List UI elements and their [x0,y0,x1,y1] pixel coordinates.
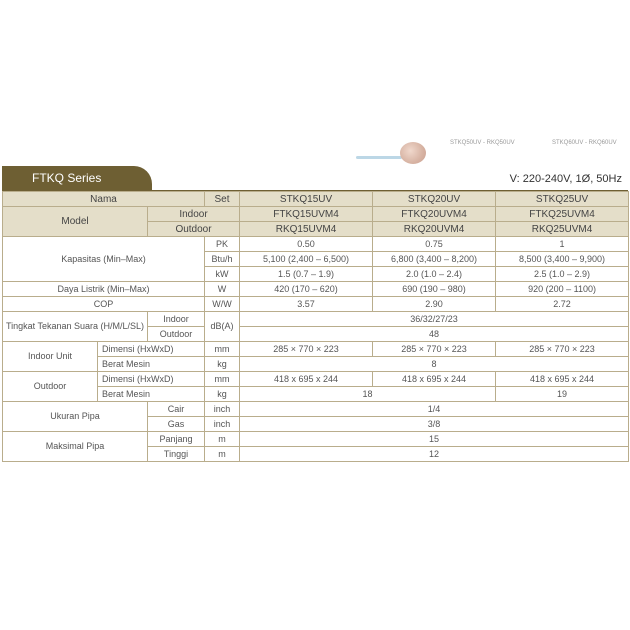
unit-m: m [205,447,240,462]
model-header: Model [3,207,148,237]
cell: 12 [240,447,629,462]
fragment-text-1: STKQ50UV - RKQ50UV [450,140,515,146]
cell: 8 [240,357,629,372]
indoor-header: Indoor [148,207,240,222]
unit-w: W [205,282,240,297]
cell: 0.75 [373,237,496,252]
suara-label: Tingkat Tekanan Suara (H/M/L/SL) [3,312,148,342]
indoor-value-2: FTKQ20UVM4 [373,207,496,222]
unit-mm: mm [205,372,240,387]
unit-pk: PK [205,237,240,252]
table-row [3,207,629,222]
table-row [3,192,629,207]
cell: 2.90 [373,297,496,312]
cell: 1/4 [240,402,629,417]
cell: 418 x 695 x 244 [240,372,373,387]
cell: 1 [496,237,629,252]
cell: 418 x 695 x 244 [496,372,629,387]
cell: 285 × 770 × 223 [496,342,629,357]
indoor-berat-label: Berat Mesin [98,357,205,372]
cell: 18 [240,387,496,402]
voltage-label: V: 220-240V, 1Ø, 50Hz [509,173,622,185]
cell: 285 × 770 × 223 [373,342,496,357]
cell: 1.5 (0.7 – 1.9) [240,267,373,282]
unit-btu: Btu/h [205,252,240,267]
set-value-1: STKQ15UV [240,192,373,207]
table-row [3,237,629,252]
cell: 3.57 [240,297,373,312]
table-row [3,312,629,327]
set-value-2: STKQ20UV [373,192,496,207]
fragment-image [400,142,426,164]
unit-kg: kg [205,357,240,372]
unit-kg: kg [205,387,240,402]
indoor-unit-label: Indoor Unit [3,342,98,372]
cell: 690 (190 – 980) [373,282,496,297]
cell: 420 (170 – 620) [240,282,373,297]
pipa-label: Ukuran Pipa [3,402,148,432]
cell: 15 [240,432,629,447]
indoor-value-3: FTKQ25UVM4 [496,207,629,222]
outdoor-value-3: RKQ25UVM4 [496,222,629,237]
cell: 19 [496,387,629,402]
page-fragment [356,138,630,164]
unit-dba: dB(A) [205,312,240,342]
set-value-3: STKQ25UV [496,192,629,207]
suara-outdoor: Outdoor [148,327,205,342]
unit-inch: inch [205,417,240,432]
cell: 8,500 (3,400 – 9,900) [496,252,629,267]
cell: 5,100 (2,400 – 6,500) [240,252,373,267]
daya-label: Daya Listrik (Min–Max) [3,282,205,297]
outdoor-header: Outdoor [148,222,240,237]
table-row [3,372,629,387]
table-row [3,402,629,417]
cell: 2.0 (1.0 – 2.4) [373,267,496,282]
kapasitas-label: Kapasitas (Min–Max) [3,237,205,282]
spec-table [2,191,629,462]
table-row [3,297,629,312]
cell: 2.72 [496,297,629,312]
pipa-cair: Cair [148,402,205,417]
outdoor-dimensi-label: Dimensi (HxWxD) [98,372,205,387]
cop-label: COP [3,297,205,312]
suara-indoor: Indoor [148,312,205,327]
cell: 6,800 (3,400 – 8,200) [373,252,496,267]
cell: 36/32/27/23 [240,312,629,327]
nama-header: Nama [3,192,205,207]
outdoor-berat-label: Berat Mesin [98,387,205,402]
maks-panjang: Panjang [148,432,205,447]
cell: 3/8 [240,417,629,432]
outdoor-unit-label: Outdoor [3,372,98,402]
table-row [3,342,629,357]
cell: 920 (200 – 1100) [496,282,629,297]
cell: 285 × 770 × 223 [240,342,373,357]
fragment-text-2: STKQ60UV - RKQ60UV [552,140,617,146]
unit-m: m [205,432,240,447]
table-row [3,432,629,447]
cell: 418 x 695 x 244 [373,372,496,387]
unit-inch: inch [205,402,240,417]
maks-tinggi: Tinggi [148,447,205,462]
maks-label: Maksimal Pipa [3,432,148,462]
spec-header [2,166,628,190]
series-title: FTKQ Series [2,166,152,190]
outdoor-value-2: RKQ20UVM4 [373,222,496,237]
cell: 0.50 [240,237,373,252]
unit-ww: W/W [205,297,240,312]
outdoor-value-1: RKQ15UVM4 [240,222,373,237]
table-row [3,282,629,297]
pipa-gas: Gas [148,417,205,432]
fragment-bar [356,156,402,159]
unit-kw: kW [205,267,240,282]
cell: 2.5 (1.0 – 2.9) [496,267,629,282]
cell: 48 [240,327,629,342]
set-header: Set [205,192,240,207]
unit-mm: mm [205,342,240,357]
indoor-dimensi-label: Dimensi (HxWxD) [98,342,205,357]
indoor-value-1: FTKQ15UVM4 [240,207,373,222]
